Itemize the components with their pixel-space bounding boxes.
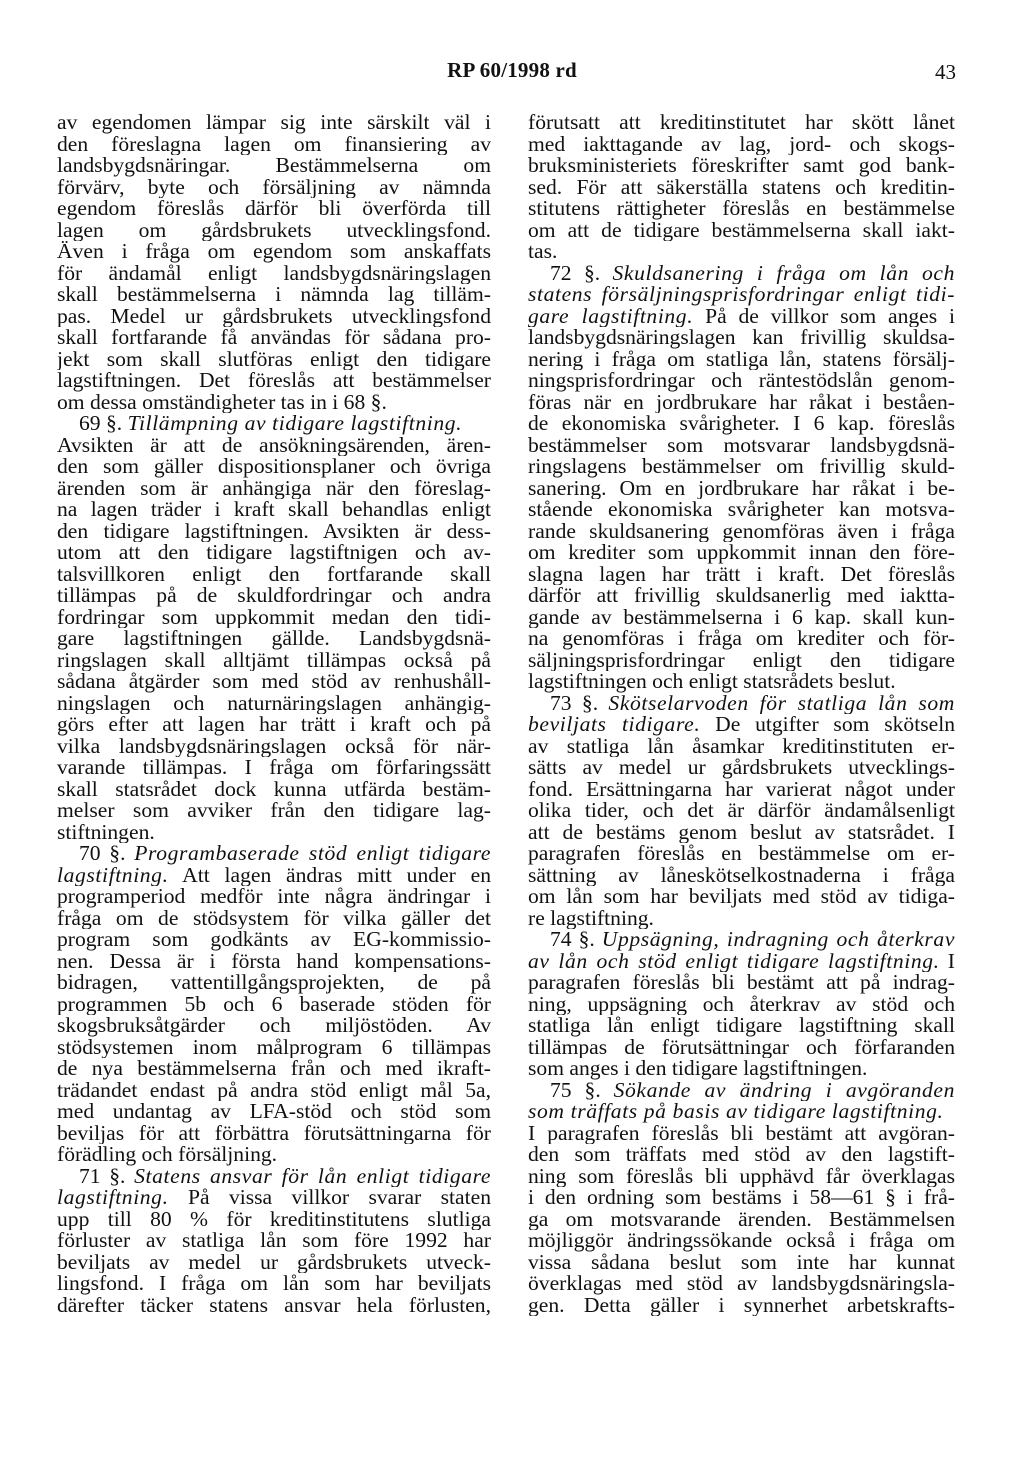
- text-line: [57, 1080, 491, 1102]
- line-text: I paragrafen föreslås bli bestämt att avgöran-: [528, 1122, 955, 1144]
- text-line: [528, 1230, 955, 1252]
- text-line: [57, 564, 491, 586]
- text-line: [528, 886, 955, 908]
- text-line: [528, 1058, 955, 1080]
- section-heading-italic: som träffats på basis av tidigare lagstiftning.: [528, 1101, 944, 1123]
- text-line: [528, 220, 955, 242]
- line-text: förvärv, byte och försäljning av nämnda: [57, 176, 491, 198]
- line-text: melser som avviker från den tidigare lag-: [57, 800, 491, 822]
- text-line: [57, 951, 491, 973]
- text-line: [57, 865, 491, 887]
- line-text: därefter täcker statens ansvar hela förlusten,: [57, 1294, 491, 1316]
- text-line: [57, 1144, 491, 1166]
- line-text: förluster av statliga lån som före 1992 har: [57, 1230, 491, 1252]
- line-text: stiftningen.: [57, 821, 155, 843]
- text-line: [57, 177, 491, 199]
- text-line: [57, 521, 491, 543]
- right-text-column: [528, 112, 955, 1316]
- line-text: skall bestämmelserna i nämnda lag tilläm-: [57, 284, 491, 306]
- text-line: [528, 843, 955, 865]
- text-line: [57, 1101, 491, 1123]
- text-line: [528, 929, 955, 951]
- text-line: [57, 1209, 491, 1231]
- line-text: programmen 5b och 6 baserade stöden för: [57, 993, 491, 1015]
- line-text: ningslagen och naturnäringslagen anhängig-: [57, 692, 491, 714]
- line-text: om att de tidigare bestämmelserna skall iakt-: [528, 219, 955, 241]
- line-text: tas.: [528, 241, 558, 263]
- text-line: [528, 263, 955, 285]
- section-heading-italic: Sökande av ändring i avgöranden: [613, 1079, 955, 1101]
- line-text: av statliga lån åsamkar kreditinstituten er-: [528, 735, 955, 757]
- text-line: [528, 134, 955, 156]
- text-line: [57, 757, 491, 779]
- text-line: [57, 220, 491, 242]
- line-text: fordringar som uppkommit medan den tidi-: [57, 606, 491, 628]
- line-text: 72 §.: [550, 262, 613, 284]
- line-text: sådana åtgärder som med stöd av renhushåll-: [57, 671, 491, 693]
- section-heading-italic: Programbaserade stöd enligt tidigare: [134, 843, 491, 865]
- text-line: [528, 327, 955, 349]
- text-line: [528, 392, 955, 414]
- document-id: RP 60/1998 rd: [447, 58, 577, 82]
- line-text: Avsikten är att de ansökningsärenden, ären-: [57, 434, 491, 456]
- text-line: [528, 994, 955, 1016]
- text-line: [528, 951, 955, 973]
- text-line: [528, 564, 955, 586]
- text-line: [528, 1187, 955, 1209]
- text-line: [528, 499, 955, 521]
- line-text: fråga om de stödsystem för vilka gäller det: [57, 907, 491, 929]
- line-text: 75 §.: [550, 1079, 614, 1101]
- text-line: [528, 1144, 955, 1166]
- text-line: [57, 155, 491, 177]
- line-text: säljningsprisfordringar enligt den tidigare: [528, 649, 955, 671]
- line-text: olika tider, och det är därför ändamålsenligt: [528, 800, 955, 822]
- line-text: Även i fråga om egendom som anskaffats: [57, 241, 491, 263]
- line-text: som anges i den tidigare lagstiftningen.: [528, 1058, 868, 1080]
- line-text: överklagas med stöd av landsbygdsnäringsla-: [528, 1273, 955, 1295]
- line-text: na genomföras i fråga om krediter och för-: [528, 628, 955, 650]
- text-line: [528, 1166, 955, 1188]
- line-text: jekt som skall slutföras enligt den tidigare: [57, 348, 491, 370]
- line-text: ga om motsvarande ärenden. Bestämmelsen: [528, 1208, 955, 1230]
- line-text: att de bestäms genom beslut av statsrådet. I: [528, 821, 955, 843]
- section-heading-italic: lagstiftning.: [57, 1187, 169, 1209]
- text-line: [528, 435, 955, 457]
- text-line: [57, 112, 491, 134]
- text-line: [57, 585, 491, 607]
- text-line: [57, 972, 491, 994]
- line-text: om lån som har beviljats med stöd av tidiga-: [528, 886, 955, 908]
- text-line: [57, 628, 491, 650]
- line-text: ning som föreslås bli upphävd får överklagas: [528, 1165, 955, 1187]
- line-text: stitutens rättigheter föreslås en bestämmelse: [528, 198, 955, 220]
- text-line: [57, 1123, 491, 1145]
- line-text-rest: Att lagen ändras mitt under en: [168, 864, 491, 886]
- line-text: de nya bestämmelserna från och med ikraft-: [57, 1058, 491, 1080]
- text-line: [57, 349, 491, 371]
- text-line: [528, 822, 955, 844]
- line-text: förutsatt att kreditinstitutet har skött lånet: [528, 112, 955, 134]
- line-text: förädling och försäljning.: [57, 1144, 278, 1166]
- left-text-column: [57, 112, 491, 1316]
- line-text: utom att den tidigare lagstiftnigen och av-: [57, 542, 491, 564]
- text-line: [528, 284, 955, 306]
- text-line: [528, 349, 955, 371]
- line-text: beviljats av medel ur gårdsbrukets utveck-: [57, 1251, 491, 1273]
- line-text: nen. Dessa är i första hand kompensations-: [57, 950, 491, 972]
- line-text: pas. Medel ur gårdsbrukets utvecklingsfond: [57, 305, 491, 327]
- text-line: [528, 1037, 955, 1059]
- line-text: lagstiftningen. Det föreslås att bestämmelser: [57, 370, 491, 392]
- line-text: trädandet endast på andra stöd enligt mål 5a,: [57, 1079, 491, 1101]
- line-text: rande skuldsanering genomföras även i fråga: [528, 520, 955, 542]
- text-line: [57, 607, 491, 629]
- section-heading-italic: Skuldsanering i fråga om lån och: [612, 262, 955, 284]
- text-line: [528, 413, 955, 435]
- line-text: den som träffats med stöd av den lagstift-: [528, 1144, 955, 1166]
- text-line: [528, 607, 955, 629]
- text-line: [528, 779, 955, 801]
- line-text-rest: De utgifter som skötseln: [700, 714, 955, 736]
- line-text: lagstiftningen och enligt statsrådets beslut.: [528, 671, 896, 693]
- text-line: [528, 478, 955, 500]
- section-heading-italic: Tillämpning av tidigare lagstiftning.: [127, 413, 463, 435]
- line-text: om krediter som uppkommit innan den före-: [528, 542, 955, 564]
- text-line: [528, 542, 955, 564]
- line-text: ringslagen skall alltjämt tillämpas också på: [57, 649, 491, 671]
- text-line: [528, 628, 955, 650]
- line-text-rest: I: [939, 950, 955, 972]
- text-line: [57, 478, 491, 500]
- section-heading-italic: statens försäljningsprisfordringar enligt tidi-: [528, 284, 955, 306]
- section-heading-italic: Skötselarvoden för statliga lån som: [608, 692, 955, 714]
- line-text: med undantag av LFA-stöd och stöd som: [57, 1101, 491, 1123]
- text-line: [57, 542, 491, 564]
- text-line: [57, 800, 491, 822]
- line-text: bruksministeriets föreskrifter samt god bank-: [528, 155, 955, 177]
- section-heading-italic: Statens ansvar för lån enligt tidigare: [134, 1165, 491, 1187]
- text-line: [528, 865, 955, 887]
- line-text: skall fortfarande få användas för sådana pro-: [57, 327, 491, 349]
- line-text: talsvillkoren enligt den fortfarande skall: [57, 563, 491, 585]
- line-text: slagna lagen har trätt i kraft. Det föreslås: [528, 563, 955, 585]
- line-text: fond. Ersättningarna har varierat något under: [528, 778, 955, 800]
- section-heading-italic: gare lagstiftning.: [528, 305, 694, 327]
- line-text: stående ekonomiska svårigheter kan motsva-: [528, 499, 955, 521]
- line-text: gande av bestämmelserna i 6 kap. skall kun-: [528, 606, 955, 628]
- line-text: görs efter att lagen har trätt i kraft och på: [57, 714, 491, 736]
- line-text: bidragen, vattentillgångsprojekten, de på: [57, 972, 491, 994]
- text-line: [57, 370, 491, 392]
- text-line: [528, 1015, 955, 1037]
- text-line: [528, 155, 955, 177]
- line-text: sättning av låneskötselkostnaderna i fråga: [528, 864, 955, 886]
- line-text: landsbygdsnäringslagen kan frivillig skuldsa-: [528, 327, 955, 349]
- line-text: sanering. Om en jordbrukare har råkat i be-: [528, 477, 955, 499]
- text-line: [528, 650, 955, 672]
- line-text: na lagen träder i kraft skall behandlas enligt: [57, 499, 491, 521]
- line-text: gare lagstiftningen gällde. Landsbygdsnä-: [57, 628, 491, 650]
- text-line: [528, 1252, 955, 1274]
- line-text: egendom föreslås därför bli överförda till: [57, 198, 491, 220]
- text-line: [57, 1058, 491, 1080]
- line-text: bestämmelser som motsvarar landsbygdsnä-: [528, 434, 955, 456]
- section-heading-italic: Uppsägning, indragning och återkrav: [601, 929, 955, 951]
- text-line: [57, 1230, 491, 1252]
- text-line: [57, 134, 491, 156]
- text-line: [57, 1015, 491, 1037]
- line-text: skall statsrådet dock kunna utfärda bestäm-: [57, 778, 491, 800]
- text-line: [528, 112, 955, 134]
- text-line: [57, 714, 491, 736]
- line-text: ningsprisfordringar och räntestödslån genom-: [528, 370, 955, 392]
- text-line: [57, 263, 491, 285]
- text-line: [528, 714, 955, 736]
- text-line: [57, 929, 491, 951]
- text-line: [57, 306, 491, 328]
- text-line: [57, 327, 491, 349]
- line-text: statliga lån enligt tidigare lagstiftning skall: [528, 1015, 955, 1037]
- text-line: [57, 456, 491, 478]
- line-text: upp till 80 % för kreditinstitutens slutliga: [57, 1208, 491, 1230]
- text-line: [528, 370, 955, 392]
- text-line: [57, 1187, 491, 1209]
- line-text: 69 §.: [79, 413, 128, 435]
- line-text-rest: På de villkor som anges i: [693, 305, 955, 327]
- line-text: programperiod medför inte några ändringar i: [57, 886, 491, 908]
- line-text: 74 §.: [550, 929, 602, 951]
- text-line: [528, 198, 955, 220]
- line-text: 71 §.: [79, 1165, 135, 1187]
- line-text: lagen om gårdsbrukets utvecklingsfond.: [57, 219, 491, 241]
- section-heading-italic: av lån och stöd enligt tidigare lagstiftning.: [528, 950, 940, 972]
- line-text: möjliggör ändringssökande också i fråga om: [528, 1230, 955, 1252]
- line-text: re lagstiftning.: [528, 907, 654, 929]
- text-line: [57, 843, 491, 865]
- text-line: [528, 1209, 955, 1231]
- text-line: [57, 1037, 491, 1059]
- text-line: [528, 1080, 955, 1102]
- line-text: ärenden som är anhängiga när den föreslag-: [57, 477, 491, 499]
- line-text: nering i fråga om statliga lån, statens försälj-: [528, 348, 955, 370]
- line-text: i den ordning som bestäms i 58—61 § i frå-: [528, 1187, 955, 1209]
- line-text: ringslagens bestämmelser om frivillig skuld-: [528, 456, 955, 478]
- line-text: sätts av medel ur gårdsbrukets utvecklings-: [528, 757, 955, 779]
- line-text: med iakttagande av lag, jord- och skogs-: [528, 133, 955, 155]
- text-line: [528, 1101, 955, 1123]
- line-text-rest: På vissa villkor svarar staten: [168, 1187, 491, 1209]
- text-line: [57, 736, 491, 758]
- text-line: [528, 1123, 955, 1145]
- text-line: [57, 1273, 491, 1295]
- line-text: den som gäller dispositionsplaner och övriga: [57, 456, 491, 478]
- text-line: [57, 693, 491, 715]
- text-line: [57, 1252, 491, 1274]
- text-line: [528, 908, 955, 930]
- text-line: [528, 241, 955, 263]
- text-line: [528, 757, 955, 779]
- line-text: lingsfond. I fråga om lån som har beviljats: [57, 1273, 491, 1295]
- line-text: landsbygdsnäringar. Bestämmelserna om: [57, 155, 491, 177]
- text-line: [57, 499, 491, 521]
- text-line: [57, 241, 491, 263]
- text-line: [57, 284, 491, 306]
- line-text: den tidigare lagstiftningen. Avsikten är dess-: [57, 520, 491, 542]
- line-text: ning, uppsägning och återkrav av stöd och: [528, 993, 955, 1015]
- line-text: paragrafen föreslås bli bestämt att på indrag-: [528, 972, 955, 994]
- text-line: [528, 521, 955, 543]
- text-line: [57, 779, 491, 801]
- section-heading-italic: lagstiftning.: [57, 864, 169, 886]
- line-text: om dessa omständigheter tas in i 68 §.: [57, 391, 387, 413]
- text-line: [528, 800, 955, 822]
- line-text: sed. För att säkerställa statens och kreditin-: [528, 176, 955, 198]
- line-text: program som godkänts av EG-kommissio-: [57, 929, 491, 951]
- line-text: för ändamål enligt landsbygdsnäringslagen: [57, 262, 491, 284]
- text-line: [57, 650, 491, 672]
- text-line: [528, 671, 955, 693]
- text-line: [528, 1295, 955, 1317]
- text-line: [57, 671, 491, 693]
- line-text: den föreslagna lagen om finansiering av: [57, 133, 491, 155]
- line-text: vissa sådana beslut som inte har kunnat: [528, 1251, 955, 1273]
- line-text: paragrafen föreslås en bestämmelse om er-: [528, 843, 955, 865]
- line-text: tillämpas de förutsättningar och förfaranden: [528, 1036, 955, 1058]
- line-text: föras när en jordbrukare har råkat i beståen-: [528, 391, 955, 413]
- text-line: [57, 392, 491, 414]
- text-line: [528, 972, 955, 994]
- text-line: [57, 908, 491, 930]
- line-text: beviljas för att förbättra förutsättningarna för: [57, 1122, 491, 1144]
- line-text: stödsystemen inom målprogram 6 tillämpas: [57, 1036, 491, 1058]
- text-line: [528, 306, 955, 328]
- text-line: [57, 886, 491, 908]
- line-text: skogsbruksåtgärder och miljöstöden. Av: [57, 1015, 491, 1037]
- text-line: [528, 177, 955, 199]
- text-line: [57, 1166, 491, 1188]
- text-line: [57, 413, 491, 435]
- text-line: [528, 736, 955, 758]
- line-text: 73 §.: [550, 692, 609, 714]
- line-text: vilka landsbygdsnäringslagen också för när-: [57, 735, 491, 757]
- text-line: [528, 585, 955, 607]
- line-text: de ekonomiska svårigheter. I 6 kap. föreslås: [528, 413, 955, 435]
- line-text: tillämpas på de skuldfordringar och andra: [57, 585, 491, 607]
- line-text: av egendomen lämpar sig inte särskilt väl i: [57, 112, 491, 134]
- line-text: därför att frivillig skuldsanerlig med iaktta-: [528, 585, 955, 607]
- line-text: varande tillämpas. I fråga om förfaringssätt: [57, 757, 491, 779]
- text-line: [57, 1295, 491, 1317]
- text-line: [528, 1273, 955, 1295]
- text-line: [57, 435, 491, 457]
- line-text: gen. Detta gäller i synnerhet arbetskrafts-: [528, 1294, 955, 1316]
- section-heading-italic: beviljats tidigare.: [528, 714, 701, 736]
- text-line: [57, 822, 491, 844]
- page-number: 43: [935, 60, 956, 84]
- text-line: [528, 456, 955, 478]
- line-text: 70 §.: [79, 843, 135, 865]
- page-header: [0, 58, 1024, 88]
- text-line: [57, 994, 491, 1016]
- text-line: [57, 198, 491, 220]
- text-line: [528, 693, 955, 715]
